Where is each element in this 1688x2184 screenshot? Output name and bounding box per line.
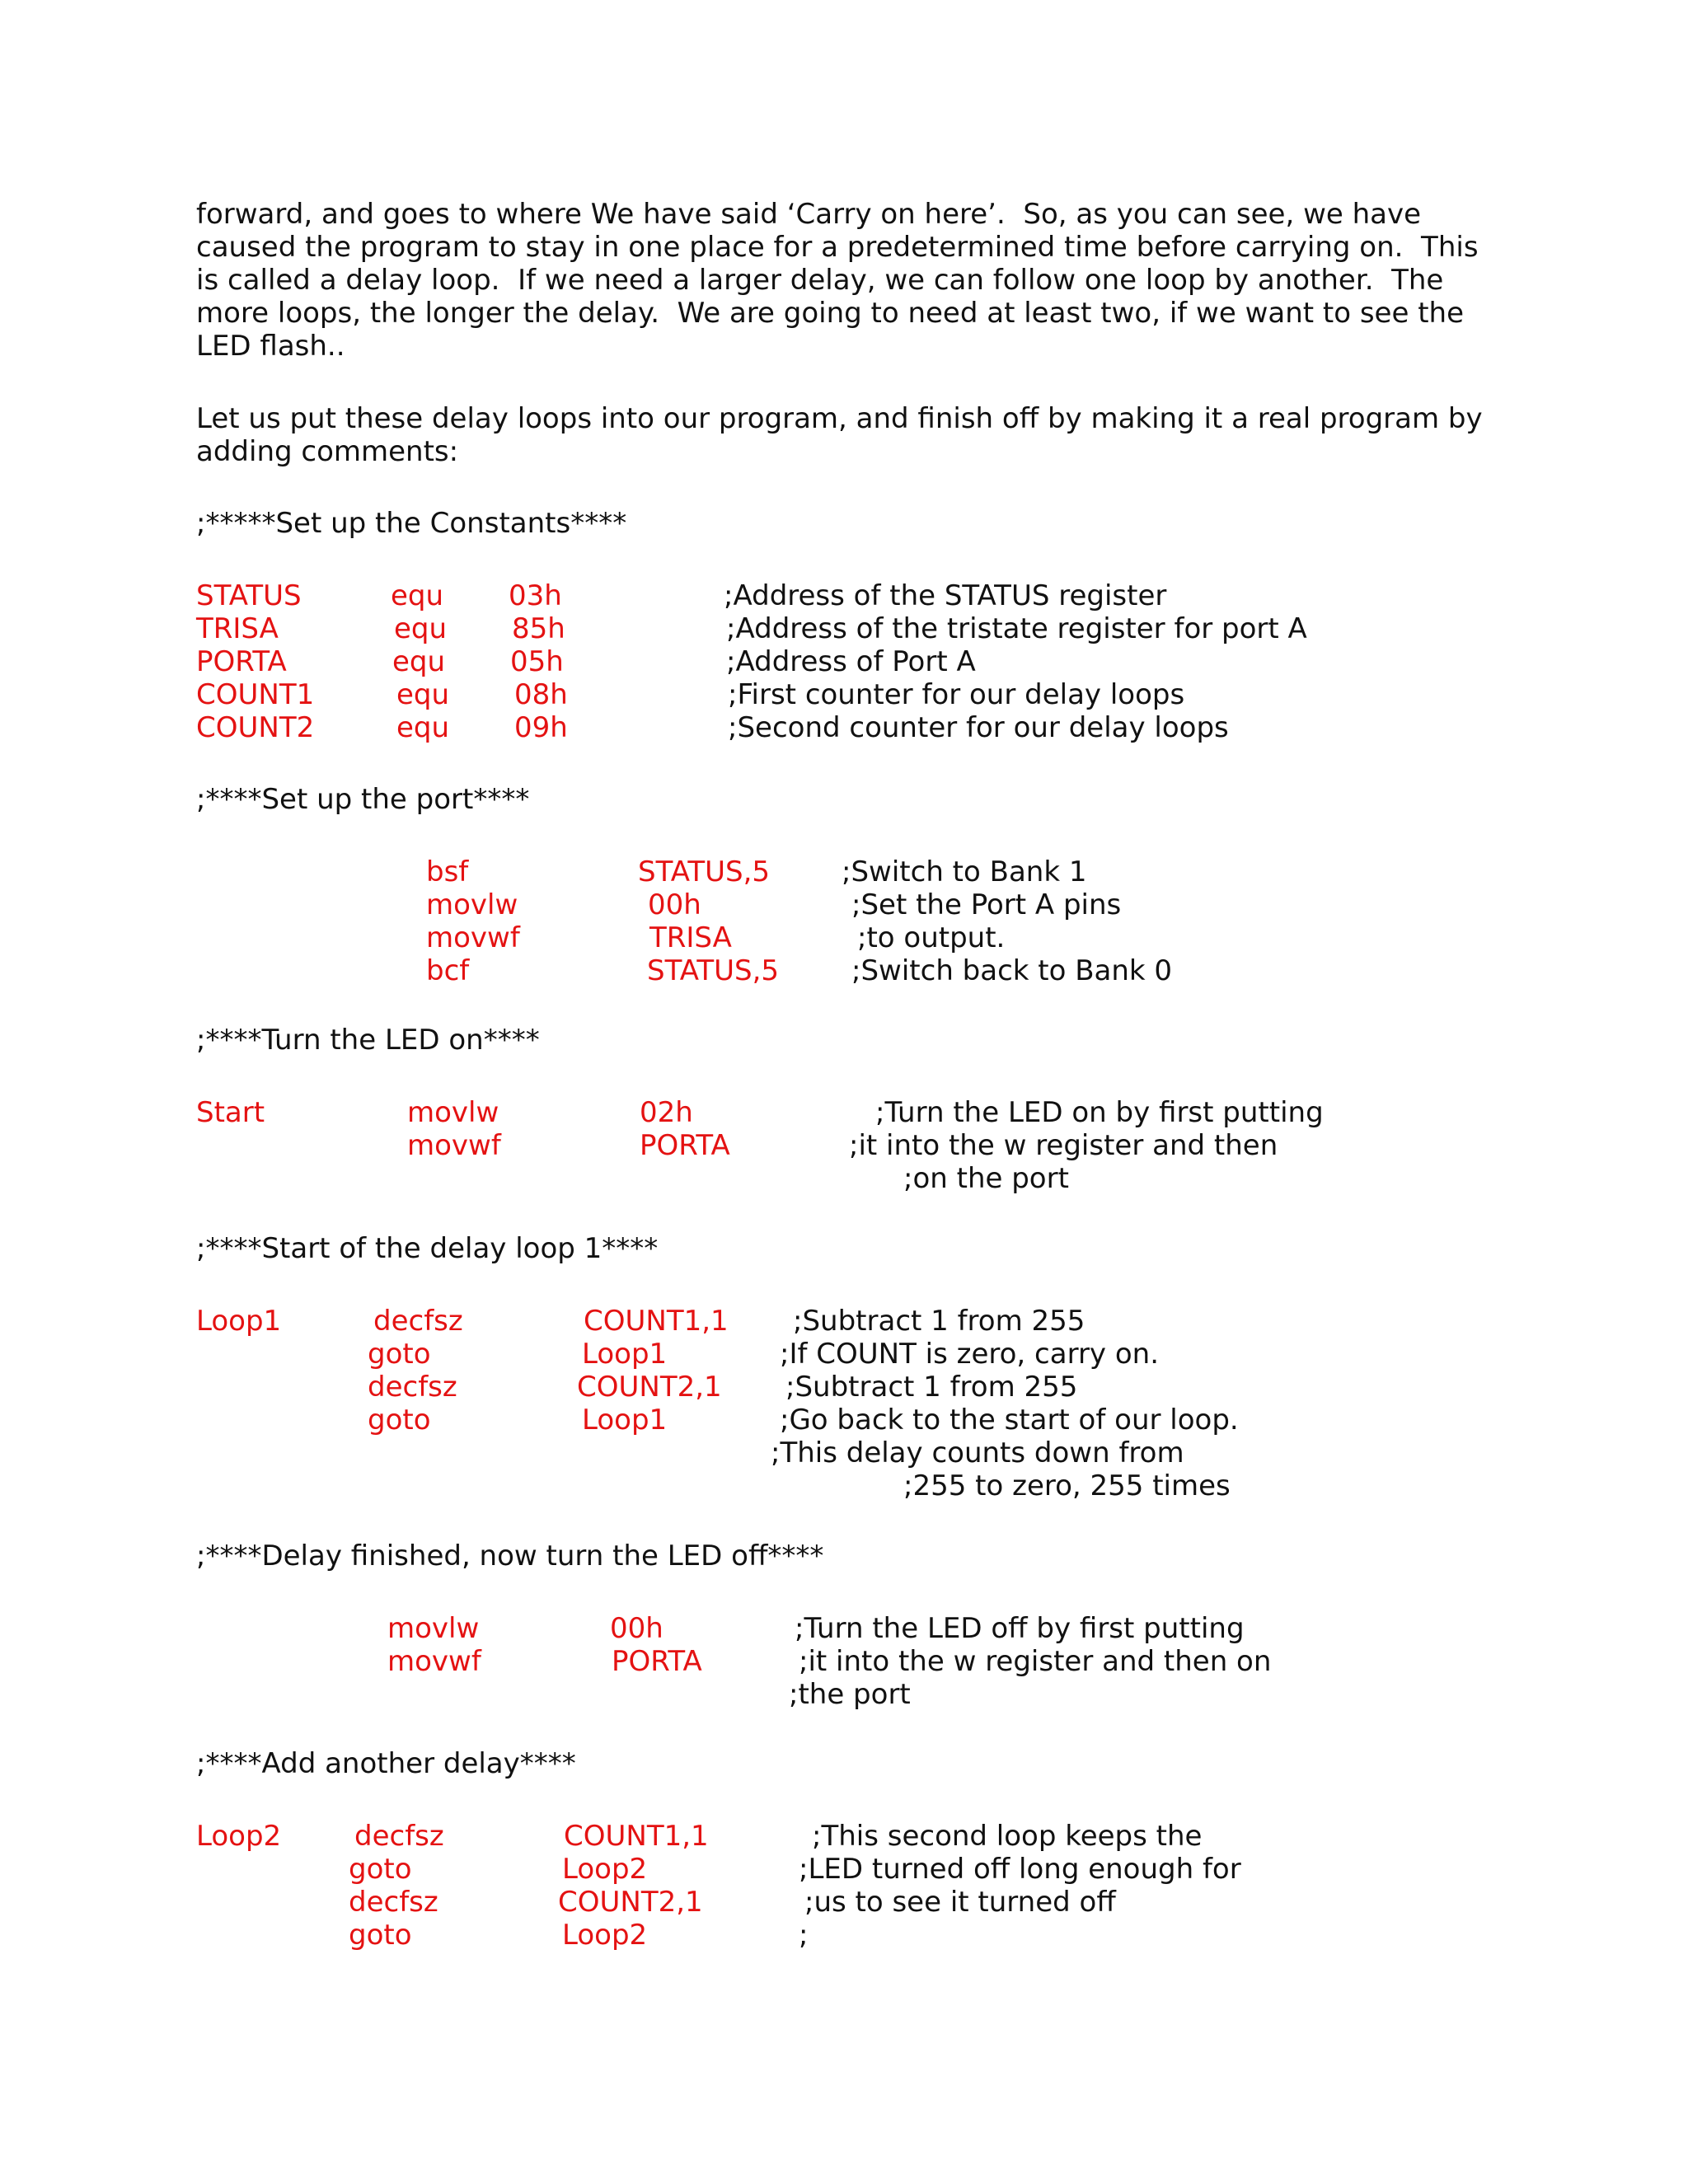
code-op: equ	[396, 711, 450, 744]
code-op: movwf	[387, 1645, 481, 1678]
code-comment: ;Turn the LED on by first putting	[875, 1096, 1324, 1129]
code-op: goto	[368, 1338, 431, 1371]
code-comment: ;it into the w register and then	[849, 1129, 1278, 1162]
code-arg: 05h	[510, 645, 564, 678]
code-comment: ;Go back to the start of our loop.	[780, 1404, 1239, 1436]
code-op: goto	[349, 1919, 412, 1952]
code-arg: COUNT1,1	[564, 1820, 709, 1853]
text-line: caused the program to stay in one place for a predetermined time before carrying on. This	[196, 231, 1479, 264]
code-op: bcf	[426, 954, 470, 987]
code-arg: STATUS,5	[638, 855, 771, 888]
code-comment: ;Turn the LED off by first putting	[795, 1612, 1245, 1645]
code-op: decfsz	[373, 1305, 463, 1338]
text-line: is called a delay loop. If we need a larger delay, we can follow one loop by another. The	[196, 264, 1444, 297]
code-arg: Loop2	[562, 1919, 648, 1952]
code-arg: Loop2	[562, 1853, 648, 1886]
code-op: goto	[349, 1853, 412, 1886]
code-arg: 00h	[648, 888, 701, 921]
code-comment: ;to output.	[857, 921, 1006, 954]
code-comment: ;	[799, 1919, 809, 1952]
code-label: STATUS	[196, 579, 302, 612]
code-label: COUNT1	[196, 678, 315, 711]
text-line: adding comments:	[196, 435, 459, 468]
code-arg: PORTA	[612, 1645, 702, 1678]
code-arg: PORTA	[640, 1129, 730, 1162]
code-arg: 09h	[514, 711, 568, 744]
code-comment: ;the port	[789, 1678, 911, 1711]
code-comment: ;Address of Port A	[726, 645, 976, 678]
code-op: movwf	[407, 1129, 501, 1162]
code-op: movlw	[387, 1612, 480, 1645]
code-op: movlw	[426, 888, 518, 921]
code-arg: 02h	[640, 1096, 693, 1129]
code-label: Start	[196, 1096, 265, 1129]
code-comment: ;255 to zero, 255 times	[903, 1469, 1231, 1502]
section-heading: ;****Start of the delay loop 1****	[196, 1232, 659, 1265]
code-comment: ;on the port	[903, 1162, 1069, 1195]
code-op: goto	[368, 1404, 431, 1436]
code-arg: COUNT2,1	[558, 1886, 703, 1919]
code-op: equ	[394, 612, 448, 645]
code-op: movwf	[426, 921, 520, 954]
code-comment: ;Switch back to Bank 0	[851, 954, 1173, 987]
code-comment: ;This delay counts down from	[771, 1436, 1184, 1469]
code-comment: ;Subtract 1 from 255	[793, 1305, 1085, 1338]
code-arg: 03h	[509, 579, 562, 612]
text-line: LED flash..	[196, 330, 345, 363]
code-comment: ;us to see it turned off	[804, 1886, 1116, 1919]
code-op: equ	[396, 678, 450, 711]
section-heading: ;*****Set up the Constants****	[196, 507, 627, 540]
code-arg: TRISA	[649, 921, 732, 954]
code-op: decfsz	[354, 1820, 444, 1853]
code-comment: ;Switch to Bank 1	[842, 855, 1087, 888]
code-comment: ;This second loop keeps the	[812, 1820, 1203, 1853]
code-arg: STATUS,5	[647, 954, 780, 987]
section-heading: ;****Turn the LED on****	[196, 1024, 540, 1057]
code-arg: 00h	[610, 1612, 663, 1645]
code-label: Loop2	[196, 1820, 282, 1853]
code-comment: ;Second counter for our delay loops	[728, 711, 1229, 744]
code-op: decfsz	[368, 1371, 457, 1404]
code-op: equ	[391, 579, 444, 612]
code-comment: ;First counter for our delay loops	[728, 678, 1185, 711]
code-op: movlw	[407, 1096, 499, 1129]
code-arg: COUNT2,1	[577, 1371, 722, 1404]
code-label: PORTA	[196, 645, 287, 678]
code-comment: ;If COUNT is zero, carry on.	[780, 1338, 1160, 1371]
code-arg: 08h	[514, 678, 568, 711]
code-label: COUNT2	[196, 711, 315, 744]
section-heading: ;****Add another delay****	[196, 1747, 576, 1780]
code-comment: ;LED turned off long enough for	[799, 1853, 1241, 1886]
code-arg: Loop1	[582, 1338, 668, 1371]
code-label: Loop1	[196, 1305, 282, 1338]
code-label: TRISA	[196, 612, 279, 645]
code-comment: ;Subtract 1 from 255	[785, 1371, 1078, 1404]
code-arg: COUNT1,1	[584, 1305, 729, 1338]
code-arg: Loop1	[582, 1404, 668, 1436]
section-heading: ;****Set up the port****	[196, 783, 530, 816]
code-comment: ;Address of the tristate register for port A	[726, 612, 1307, 645]
code-comment: ;Set the Port A pins	[851, 888, 1122, 921]
text-line: forward, and goes to where We have said ‘Carry on here’. So, as you can see, we have	[196, 198, 1422, 231]
code-comment: ;Address of the STATUS register	[724, 579, 1167, 612]
section-heading: ;****Delay finished, now turn the LED off****	[196, 1540, 824, 1572]
code-op: decfsz	[349, 1886, 438, 1919]
code-arg: 85h	[512, 612, 565, 645]
code-op: bsf	[426, 855, 469, 888]
code-op: equ	[392, 645, 446, 678]
code-comment: ;it into the w register and then on	[799, 1645, 1272, 1678]
text-line: Let us put these delay loops into our program, and finish off by making it a real program by	[196, 402, 1483, 435]
text-line: more loops, the longer the delay. We are going to need at least two, if we want to see the	[196, 297, 1465, 330]
